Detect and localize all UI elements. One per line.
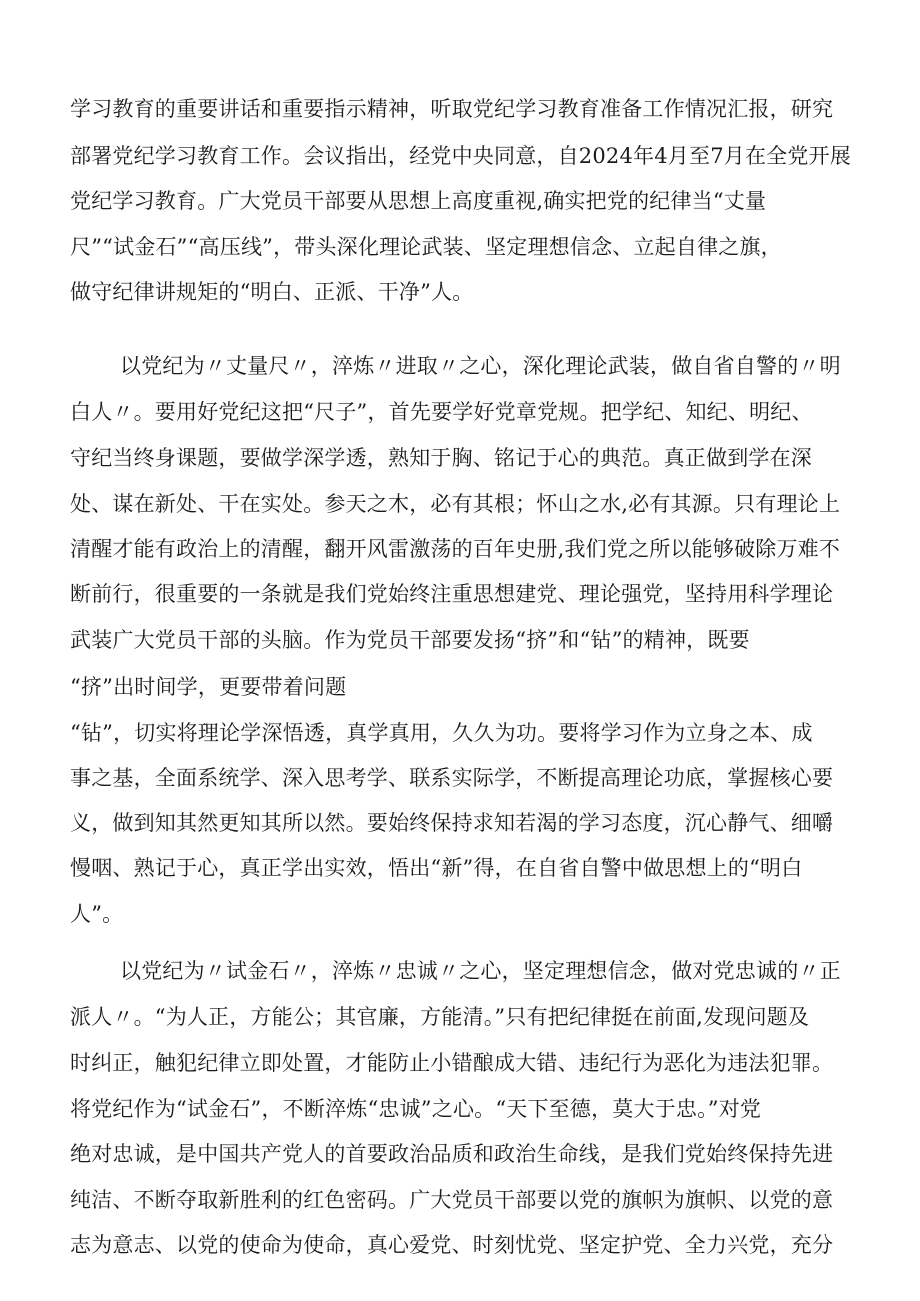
text-line: 断前行，很重要的一条就是我们党始终注重思想建党、理论强党，坚持用科学理论 bbox=[70, 582, 834, 606]
text-line: 派人〃。“为人正，方能公；其官廉，方能清。”只有把纪律挺在前面,发现问题及 bbox=[70, 1005, 810, 1029]
text-line: 事之基，全面系统学、深入思考学、联系实际学，不断提高理论功底，掌握核心要 bbox=[70, 766, 834, 790]
text-line: 将党纪作为“试金石”，不断淬炼“忠诚”之心。“天下至德，莫大于忠。”对党 bbox=[70, 1097, 762, 1121]
text-line: 志为意志、以党的使命为使命，真心爱党、时刻忧党、坚定护党、全力兴党，充分 bbox=[70, 1233, 834, 1257]
text-line: 人”。 bbox=[70, 902, 124, 926]
text-line: 时纠正，触犯纪律立即处置，才能防止小错酿成大错、违纪行为恶化为违法犯罪。 bbox=[70, 1051, 834, 1075]
text-line: 党纪学习教育。广大党员干部要从思想上高度重视,确实把党的纪律当“丈量 bbox=[70, 189, 767, 213]
text-line: 纯洁、不断夺取新胜利的红色密码。广大党员干部要以党的旗帜为旗帜、以党的意 bbox=[70, 1188, 834, 1212]
text-line: 尺”“试金石”“高压线”，带头深化理论武装、坚定理想信念、立起自律之旗， bbox=[70, 235, 782, 259]
text-line: “挤”出时间学，更要带着问题 bbox=[70, 675, 347, 699]
text-line: 以党纪为〃试金石〃，淬炼〃忠诚〃之心，坚定理想信念，做对党忠诚的〃正 bbox=[120, 959, 841, 983]
text-line: 以党纪为〃丈量尺〃，淬炼〃进取〃之心，深化理论武装，做自省自警的〃明 bbox=[120, 354, 841, 378]
text-line: 慢咽、熟记于心，真正学出实效，悟出“新”得，在自省自警中做思想上的“明白 bbox=[70, 856, 803, 880]
text-line: 武装广大党员干部的头脑。作为党员干部要发扬“挤”和“钻”的精神，既要 bbox=[70, 628, 750, 652]
text-line: 白人〃。要用好党纪这把“尺子”，首先要学好党章党规。把学纪、知纪、明纪、 bbox=[70, 400, 813, 424]
text-line: “钻”，切实将理论学深悟透，真学真用，久久为功。要将学习作为立身之本、成 bbox=[70, 721, 813, 745]
text-line: 守纪当终身课题，要做学深学透，熟知于胸、铭记于心的典范。真正做到学在深 bbox=[70, 446, 812, 470]
text-line: 处、谋在新处、干在实处。参天之木，必有其根；怀山之水,必有其源。只有理论上 bbox=[70, 492, 841, 516]
text-line: 做守纪律讲规矩的“明白、正派、干净”人。 bbox=[70, 280, 474, 304]
text-line: 学习教育的重要讲话和重要指示精神，听取党纪学习教育准备工作情况汇报，研究 bbox=[70, 97, 834, 121]
text-line: 义，做到知其然更知其所以然。要始终保持求知若渴的学习态度，沉心静气、细嚼 bbox=[70, 811, 834, 835]
text-line: 绝对忠诚，是中国共产党人的首要政治品质和政治生命线，是我们党始终保持先进 bbox=[70, 1142, 834, 1166]
text-line: 清醒才能有政治上的清醒，翻开风雷激荡的百年史册,我们党之所以能够破除万难不 bbox=[70, 537, 841, 561]
text-line: 部署党纪学习教育工作。会议指出，经党中央同意，自2024年4月至7月在全党开展 bbox=[70, 144, 851, 168]
